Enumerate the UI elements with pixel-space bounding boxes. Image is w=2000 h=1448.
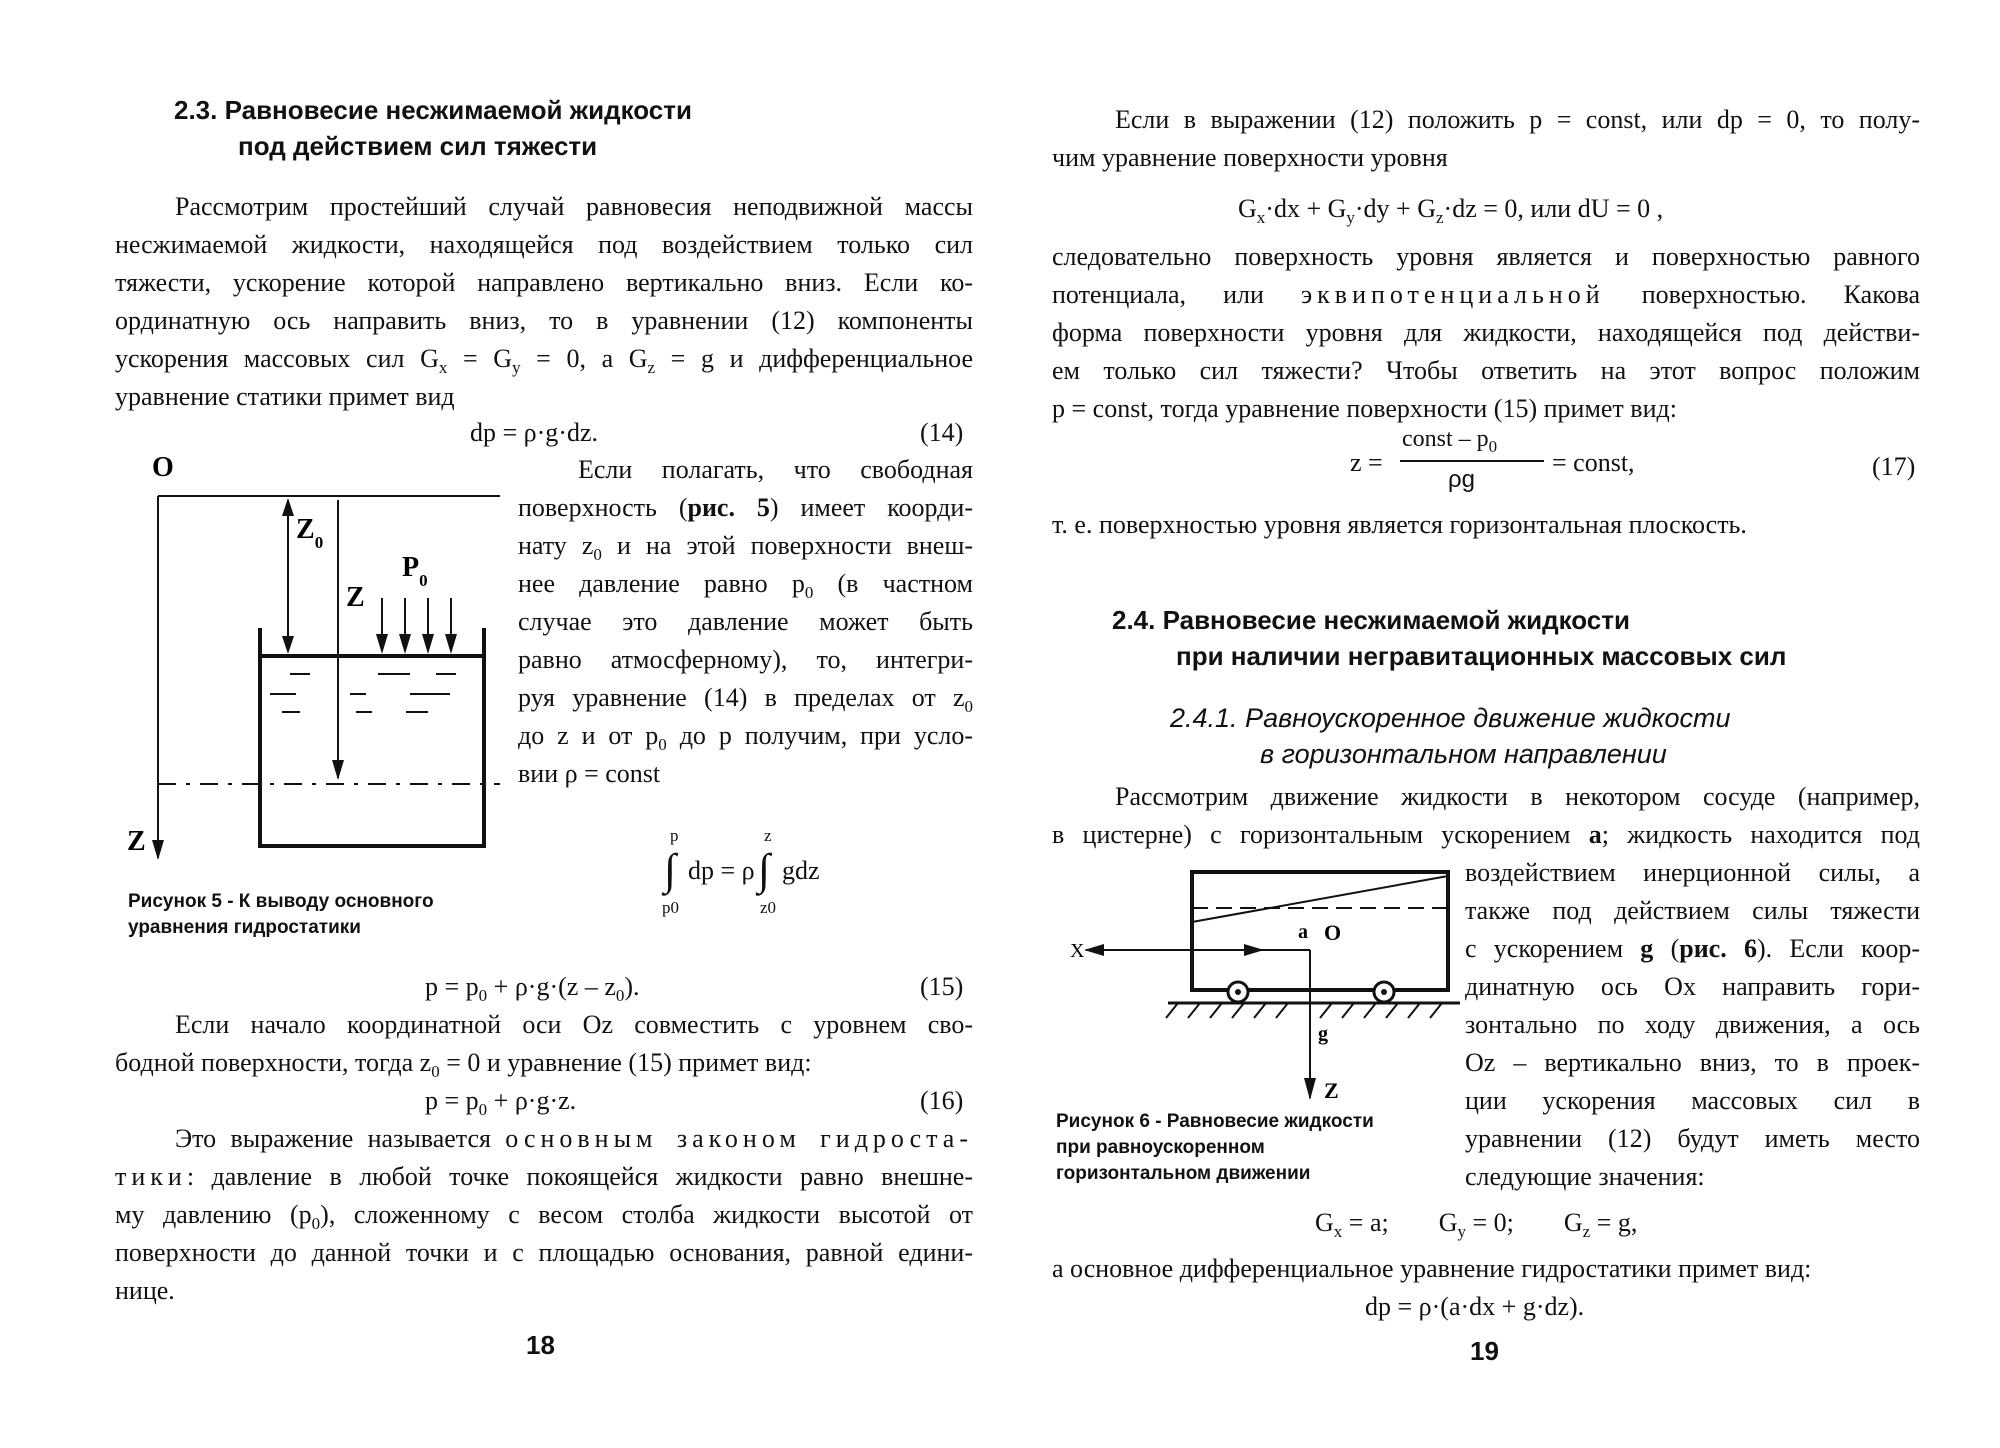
paragraph-line: Если начало координатной оси Oz совместить с уровнем сво- [175,1010,973,1039]
paragraph-line: ускорения массовых сил $G_x = G_y = 0$, а $G_z = g$ и дифференциальное [115,344,973,378]
paragraph-line: чим уравнение поверхности уровня [1052,143,1448,172]
paragraph-line: зонтально по ходу движения, а ось [1465,1010,1920,1039]
paragraph-line: бодной поверхности, тогда $z_0 = 0$ и уравнение (15) примет вид: [115,1048,812,1082]
page-number-left: 18 [526,1330,555,1360]
fig6-label-x: X [1070,940,1085,962]
page-number-right: 19 [1470,1336,1499,1366]
equation-17: z = const – $p_0$ ρg = const, (17) [1350,426,1916,493]
figure-6-diagram [1060,860,1460,1110]
paragraph-line: ции ускорения массовых сил в [1465,1086,1920,1115]
fig5-label-z-axis: Z [127,826,146,857]
paragraph-line: а основное дифференциальное уравнение гидростатики примет вид: [1052,1254,1812,1283]
fig5-label-z0: $Z_0$ [296,514,324,552]
fig5-label-o: O [152,452,174,483]
equation-number: (14) [920,418,964,447]
paragraph-line: несжимаемой жидкости, находящейся под воздействием только сил [115,230,973,259]
figure-6-caption-line2: при равноускоренном [1056,1137,1265,1158]
paragraph-line: Если полагать, что свободная [578,455,973,484]
paragraph-line: Если в выражении (12) положить p = const, или dp = 0, то полу- [1115,105,1920,134]
fig6-label-o: O [1324,920,1342,945]
equation-number: (16) [920,1086,964,1115]
equation-number: (15) [920,972,964,1001]
fig6-label-a: a [1298,921,1308,943]
paragraph-line: тики: давление в любой точке покоящейся жидкости равно внешне- [115,1162,973,1191]
subsection-heading-2-4-1-line2: в горизонтальном направлении [1260,739,1667,769]
paragraph-line: воздействием инерционной силы, а [1465,858,1920,887]
paragraph-line: нату $z_0$ и на этой поверхности внеш- [518,531,974,565]
paragraph-line: уравнении (12) будут иметь место [1465,1124,1920,1153]
paragraph-line: ординатную ось направить вниз, то в уравнении (12) компоненты [115,306,973,335]
equation-15: $p = p_0 + \rho\cdot g\cdot(z - z_0)$. [425,972,640,1006]
fig5-label-p0: $P_0$ [402,552,428,590]
paragraph-line: Рассмотрим простейший случай равновесия неподвижной массы [175,192,973,221]
paragraph-line: Oz – вертикально вниз, то в проек- [1465,1048,1920,1077]
paragraph-line: с ускорением g (рис. 6). Если коор- [1465,934,1920,963]
section-heading-2-3-line2: под действием сил тяжести [238,131,598,161]
paragraph-line: случае это давление может быть [518,607,973,636]
paragraph-line: до z и от $p_0$ до p получим, при усло- [518,721,974,755]
paragraph-line: следовательно поверхность уровня является и поверхностью равного [1052,242,1920,271]
section-heading-2-3: 2.3. Равновесие несжимаемой жидкости [174,95,692,125]
equation-final: dp = ρ·(a·dx + g·dz). [1365,1292,1585,1321]
paragraph-line: поверхности до данной точки и с площадью основания, равной едини- [115,1238,973,1267]
subsection-heading-2-4-1: 2.4.1. Равноускоренное движение жидкости [1170,703,1731,733]
paragraph-line: нее давление равно $p_0$ (в частном [518,569,973,603]
equation-14: dp = ρ·g·dz. [470,418,598,447]
figure-5-diagram [110,448,510,868]
paragraph-line: Рассмотрим движение жидкости в некотором сосуде (например, [1115,782,1920,811]
figure-5-caption-line2: уравнения гидростатики [128,917,361,938]
paragraph-line: му давлению $(p_0)$, сложенному с весом столба жидкости высотой от [115,1200,973,1234]
paragraph-line: следующие значения: [1465,1162,1705,1191]
section-heading-2-4-line2: при наличии негравитационных массовых сил [1176,641,1787,671]
paragraph-line: равно атмосферному), то, интегри- [518,645,973,674]
right-page [1010,0,2000,1448]
integral-equation: p ∫ dp = ρ p0 z ∫ gdz z0 [662,826,820,917]
paragraph-line: p = const, тогда уравнение поверхности (15) примет вид: [1052,394,1677,423]
fig5-label-z: Z [346,582,365,613]
paragraph-line: нице. [115,1276,175,1305]
paragraph-line: Это выражение называется основным законом гидроста- [175,1124,973,1153]
section-heading-2-4: 2.4. Равновесие несжимаемой жидкости [1112,605,1630,635]
paragraph-line: вии ρ = const [518,759,661,788]
paragraph-line: поверхность (рис. 5) имеет коорди- [518,493,973,522]
figure-6-caption-line3: горизонтальном движении [1056,1163,1311,1184]
fig6-label-z: Z [1324,1078,1339,1103]
paragraph-line: в цистерне) с горизонтальным ускорением a; жидкость находится под [1052,820,1920,849]
equation-level-surface: $G_x\cdot dx + G_y\cdot dy + G_z\cdot dz = 0$, или dU = 0 , [1238,194,1664,228]
paragraph-line: руя уравнение (14) в пределах от $z_0$ [518,683,973,717]
paragraph-line: форма поверхности уровня для жидкости, находящейся под действи- [1052,318,1920,347]
paragraph-line: также под действием силы тяжести [1465,896,1920,925]
paragraph-line: потенциала, или эквипотенциальной поверхностью. Какова [1052,280,1920,309]
equation-values: $G_x = a$; $G_y = 0$; $G_z = g$, [1315,1208,1638,1242]
paragraph-line: уравнение статики примет вид [115,382,455,411]
fig6-label-g: g [1318,1023,1328,1045]
paragraph-line: тяжести, ускорение которой направлено вертикально вниз. Если ко- [115,268,973,297]
paragraph-line: т. е. поверхностью уровня является горизонтальная плоскость. [1052,510,1747,539]
paragraph-line: динатную ось Ox направить гори- [1465,972,1920,1001]
paragraph-line: ем только сил тяжести? Чтобы ответить на этот вопрос положим [1052,356,1920,385]
figure-6-caption-line1: Рисунок 6 - Равновесие жидкости [1056,1111,1374,1132]
figure-5-caption-line1: Рисунок 5 - К выводу основного [128,891,434,912]
equation-16: $p = p_0 + \rho\cdot g\cdot z$. [425,1086,577,1120]
